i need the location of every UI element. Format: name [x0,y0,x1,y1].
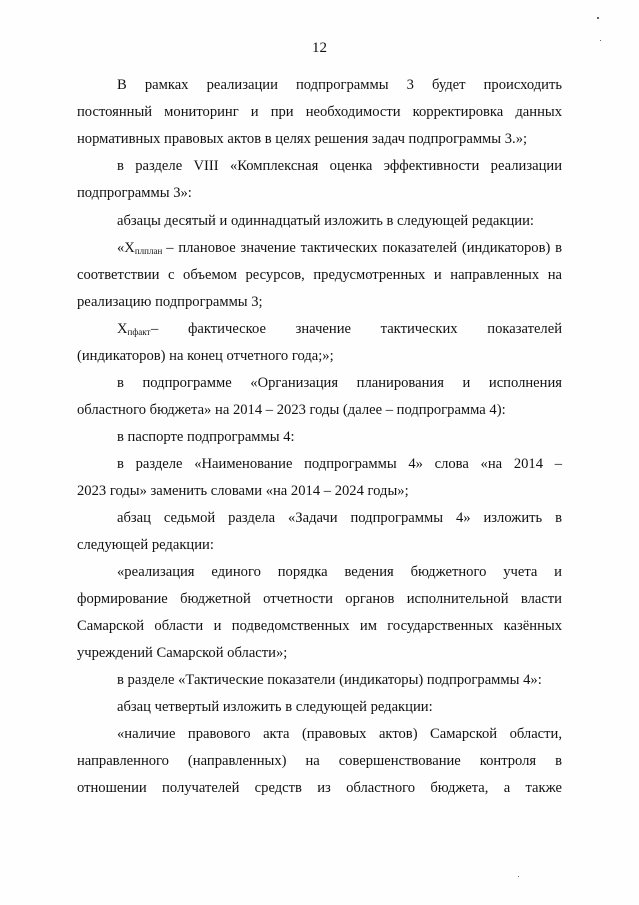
text-line: абзацы десятый и одиннадцатый изложить в следующей редакции: [117,213,534,229]
text-line: формирование бюджетной отчетности органов исполнительной власти [77,591,562,607]
text-line: абзац четвертый изложить в следующей редакции: [117,699,433,715]
text-line: в разделе VIII «Комплексная оценка эффективности реализации [117,158,562,174]
formula-fact-subscript: пфакт [127,327,151,337]
text-line: «реализация единого порядка ведения бюджетного учета и [117,564,562,580]
text-line: 2023 годы» заменить словами «на 2014 – 2024 годы»; [77,483,409,499]
text-line: отношении получателей средств из областного бюджета, а также [77,780,562,796]
text-line: следующей редакции: [77,537,214,553]
scan-speck [600,40,601,41]
formula-fact-line [117,320,562,341]
text-line: В рамках реализации подпрограммы 3 будет происходить [117,77,562,93]
text-line: в разделе «Тактические показатели (индикаторы) подпрограммы 4»: [117,672,542,688]
text-line: абзац седьмой раздела «Задачи подпрограммы 4» изложить в [117,510,562,526]
formula-plan-subscript: плплан [134,246,163,256]
text-line: подпрограммы 3»: [77,185,192,201]
scan-speck [597,17,599,19]
text-line: областного бюджета» на 2014 – 2023 годы (далее – подпрограмма 4): [77,402,506,418]
text-line: Самарской области и подведомственных им государственных казённых [77,618,562,634]
text-line: постоянный мониторинг и при необходимости корректировка данных [77,104,562,120]
text-line: в паспорте подпрограммы 4: [117,429,295,445]
text-line: в подпрограмме «Организация планирования и исполнения [117,375,562,391]
text-line: направленного (направленных) на совершенствование контроля в [77,753,562,769]
text-line: «наличие правового акта (правовых актов) Самарской области, [117,726,562,742]
scan-speck [518,876,519,877]
page-number: 12 [312,40,327,56]
text-line: в разделе «Наименование подпрограммы 4» слова «на 2014 – [117,456,562,472]
formula-plan-symbol: «$Х_{плплан}$ [117,240,163,256]
text-line: нормативных правовых актов в целях решения задач подпрограммы 3.»; [77,131,528,147]
text-line: учреждений Самарской области»; [77,645,288,661]
formula-fact-symbol: $Х_{пфакт}$ [117,321,151,337]
text-line: – фактическое значение тактических показателей [151,321,562,337]
text-line: – плановое значение тактических показателей (индикаторов) в [166,240,562,256]
text-line: (индикаторов) на конец отчетного года;»; [77,348,334,364]
text-line: реализацию подпрограммы 3; [77,294,263,310]
text-line: соответствии с объемом ресурсов, предусмотренных и направленных на [77,267,562,283]
formula-plan-line [117,239,562,260]
